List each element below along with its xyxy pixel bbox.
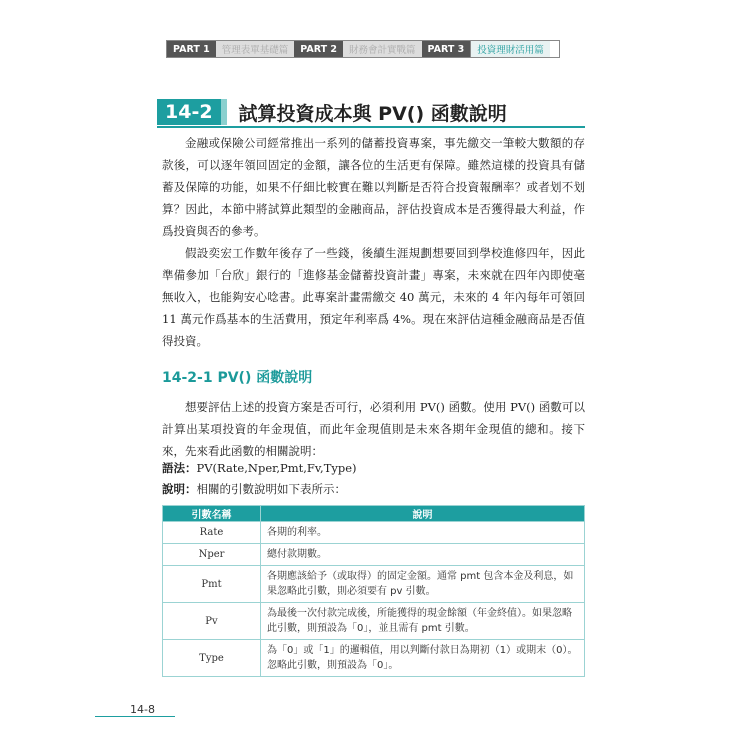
- explain-line: [162, 479, 346, 499]
- section-title-text: 試算投資成本與 PV() 函數說明: [238, 102, 507, 125]
- table-row: [163, 566, 585, 603]
- title-underline: [157, 126, 585, 128]
- subsection-title: 14-2-1 PV() 函數說明: [162, 370, 313, 386]
- table-row: [163, 640, 585, 677]
- header-part-3-name: 投資理財活用篇: [470, 41, 550, 57]
- syntax-value: PV(Rate,Nper,Pmt,Fv,Type): [196, 461, 357, 475]
- table-row: [163, 544, 585, 566]
- header-part-2-name: 財務會計實戰篇: [343, 41, 422, 57]
- arg-name: Nper: [163, 544, 261, 566]
- intro-paragraph: 想要評估上述的投資方案是否可行，必須利用 PV() 函數。使用 PV() 函數可以計算出某項投資的年金現值，而此年金現值則是未來各期年金現值的總和。接下來，先來看此函數的相關說明：: [162, 400, 585, 458]
- arguments-table: [162, 505, 585, 677]
- paragraph-2: 假設奕宏工作數年後存了一些錢，後續生涯規劃想要回到學校進修四年，因此準備參加「台欣」銀行的「進修基金儲蓄投資計畫」專案，未來就在四年內即使毫無收入，也能夠安心唸書。此專案計畫需繳交 40 萬元，未來的 4 年內每年可領回 11 萬元作爲基本的生活費用，預定年利率爲 4%。現在來評估這種金融商品是否值得投資。: [162, 246, 585, 348]
- table-row: [163, 603, 585, 640]
- arg-description: 各期應該給予（或取得）的固定金額。通常 pmt 包含本金及利息，如果忽略此引數，則必須要有 pv 引數。: [261, 566, 585, 603]
- syntax-label: 語法：: [162, 461, 197, 475]
- explain-label: 說明：: [162, 482, 197, 496]
- syntax-line: [162, 458, 357, 478]
- header-description: 說明: [261, 506, 585, 522]
- page-number: 14-8: [130, 703, 155, 716]
- section-number: 14-2: [157, 99, 227, 125]
- arg-description: 為最後一次付款完成後，所能獲得的現金餘額（年金終值）。如果忽略此引數，則預設為「0」，並且需有 pmt 引數。: [261, 603, 585, 640]
- arg-name: Pv: [163, 603, 261, 640]
- header-part-2: PART 2: [294, 41, 343, 57]
- arg-description: 總付款期數。: [261, 544, 585, 566]
- section-title: [157, 98, 507, 126]
- arg-name: Type: [163, 640, 261, 677]
- arg-name: Rate: [163, 522, 261, 544]
- explain-value: 相關的引數說明如下表所示：: [196, 482, 346, 496]
- arg-name: Pmt: [163, 566, 261, 603]
- header-arg-name: 引數名稱: [163, 506, 261, 522]
- arg-description: 各期的利率。: [261, 522, 585, 544]
- header-part-1-name: 管理表單基礎篇: [216, 41, 295, 57]
- table-header-row: [163, 506, 585, 522]
- footer-rule: [95, 716, 175, 717]
- header-part-1: PART 1: [167, 41, 216, 57]
- chapter-header: [166, 40, 560, 58]
- table-row: [163, 522, 585, 544]
- paragraph-1: 金融或保險公司經常推出一系列的儲蓄投資專案，事先繳交一筆較大數額的存款後，可以逐年領回固定的金額，讓各位的生活更有保障。雖然這樣的投資具有儲蓄及保障的功能，如果不仔細比較實在難以判斷是否符合投資報酬率？或者划不划算？因此，本節中將試算此類型的金融商品，評估投資成本是否獲得最大利益，作爲投資與否的參考。: [162, 136, 585, 238]
- header-part-3: PART 3: [422, 41, 471, 57]
- arg-description: 為「0」或「1」的邏輯值，用以判斷付款日為期初（1）或期末（0）。忽略此引數，則預設為「0」。: [261, 640, 585, 677]
